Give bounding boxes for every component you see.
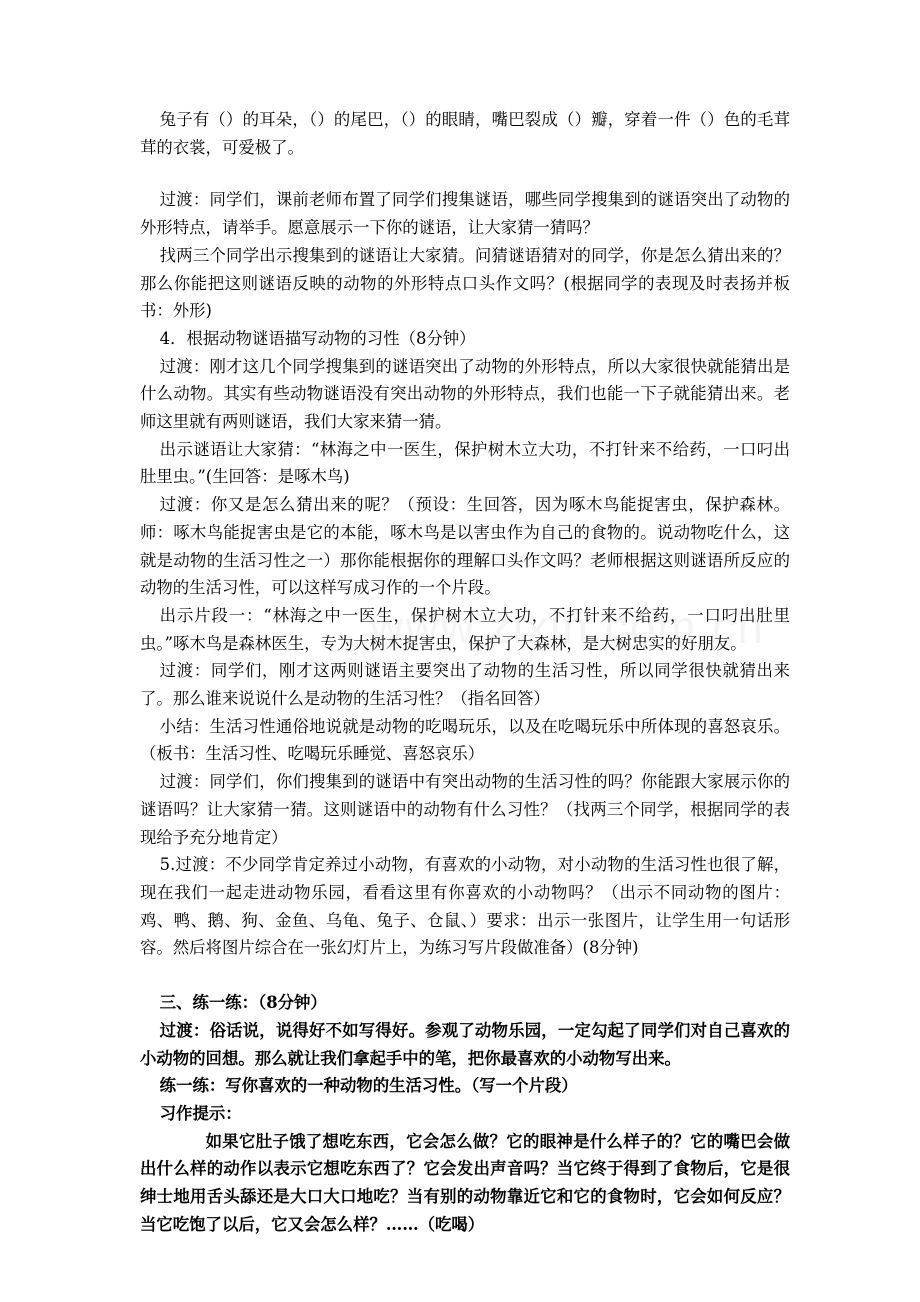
paragraph-sample-one: 出示片段一：“林海之中一医生，保护树木立大功，不打针来不给药，一口叼出肚里虫。”啄木鸟是森林医生，专为大树木捉害虫，保护了大森林，是大树忠实的好朋友。 xyxy=(140,605,790,653)
blank-line xyxy=(140,962,790,989)
paragraph-rabbit-cloze: 兔子有（）的耳朵，（）的尾巴，（）的眼睛，嘴巴裂成（）瓣，穿着一件（）色的毛茸茸的衣裳，可爱极了。 xyxy=(140,110,790,157)
paragraph-guess-riddles: 找两三个同学出示搜集到的谜语让大家猜。问猜谜语猜对的同学，你是怎么猜出来的？那么你能把这则谜语反映的动物的外形特点口头作文吗？(根据同学的表现及时表扬并板书：外形) xyxy=(140,245,790,321)
section-heading-habits: 4．根据动物谜语描写动物的习性（8分钟） xyxy=(159,328,476,348)
paragraph-writing-hint: 如果它肚子饿了想吃东西，它会怎么做？它的眼神是什么样子的？它的嘴巴会做出什么样的动作以表示它想吃东西了？它会发出声音吗？当它终于得到了食物后，它是很绅士地用舌头舔还是大口大口地吃？当有别的动物靠近它和它的食物时，它会如何反应？当它吃饱了以后，它又会怎么样？……（吃喝） xyxy=(140,1131,790,1234)
blank-line xyxy=(140,161,790,186)
paragraph-transition-writing: 过渡：俗话说，说得好不如写得好。参观了动物乐园，一定勾起了同学们对自己喜欢的小动物的回想。那么就让我们拿起手中的笔，把你最喜欢的小动物写出来。 xyxy=(140,1020,790,1068)
document-body xyxy=(140,106,790,1238)
section-heading-practice: 三、练一练：（8分钟） xyxy=(159,993,327,1013)
paragraph-animal-park: 5.过渡：不少同学肯定养过小动物，有喜欢的小动物，对小动物的生活习性也很了解，现在我们一起走进动物乐园，看看这里有你喜欢的小动物吗？（出示不同动物的图片：鸡、鸭、鹅、狗、金鱼、乌龟、兔子、仓鼠、）要求：出示一张图片，让学生用一句话形容。然后将图片综合在一张幻灯片上，为练习写片段做准备）(8分钟) xyxy=(140,855,790,958)
paragraph-summary: 小结：生活习性通俗地说就是动物的吃喝玩乐，以及在吃喝玩乐中所体现的喜怒哀乐。（板书：生活习性、吃喝玩乐睡觉、喜怒哀乐） xyxy=(140,716,790,764)
paragraph-practice-task: 练一练：写你喜欢的一种动物的生活习性。（写一个片段） xyxy=(159,1076,578,1096)
paragraph-transition-riddles: 过渡：同学们，课前老师布置了同学们搜集谜语，哪些同学搜集到的谜语突出了动物的外形特点，请举手。愿意展示一下你的谜语，让大家猜一猜吗？ xyxy=(140,190,790,238)
paragraph-transition-share: 过渡：同学们，你们搜集到的谜语中有突出动物的生活习性的吗？你能跟大家展示你的谜语吗？让大家猜一猜。这则谜语中的动物有什么习性？（找两三个同学，根据同学的表现给予充分地肯定） xyxy=(140,772,790,847)
paragraph-transition-question: 过渡：同学们，刚才这两则谜语主要突出了动物的生活习性，所以同学很快就猜出来了。那么谁来说说什么是动物的生活习性？（指名回答） xyxy=(140,661,790,709)
paragraph-transition-habits: 过渡：刚才这几个同学搜集到的谜语突出了动物的外形特点，所以大家很快就能猜出是什么动物。其实有些动物谜语没有突出动物的外形特点，我们也能一下子就能猜出来。老师这里就有两则谜语，我们大家来猜一猜。 xyxy=(140,356,790,432)
paragraph-transition-answer: 过渡：你又是怎么猜出来的呢？（预设：生回答，因为啄木鸟能捉害虫，保护森林。师：啄木鸟能捉害虫是它的本能，啄木鸟是以害虫作为自己的食物的。说动物吃什么，这就是动物的生活习性之一）那你能根据你的理解口头作文吗？老师根据这则谜语所反应的动物的生活习性，可以这样写成习作的一个片段。 xyxy=(140,495,790,598)
paragraph-riddle-woodpecker: 出示谜语让大家猜：“林海之中一医生，保护树木立大功，不打针来不给药，一口叼出肚里虫。”(生回答：是啄木鸟) xyxy=(140,439,790,487)
paragraph-writing-hint-label: 习作提示： xyxy=(159,1103,242,1123)
